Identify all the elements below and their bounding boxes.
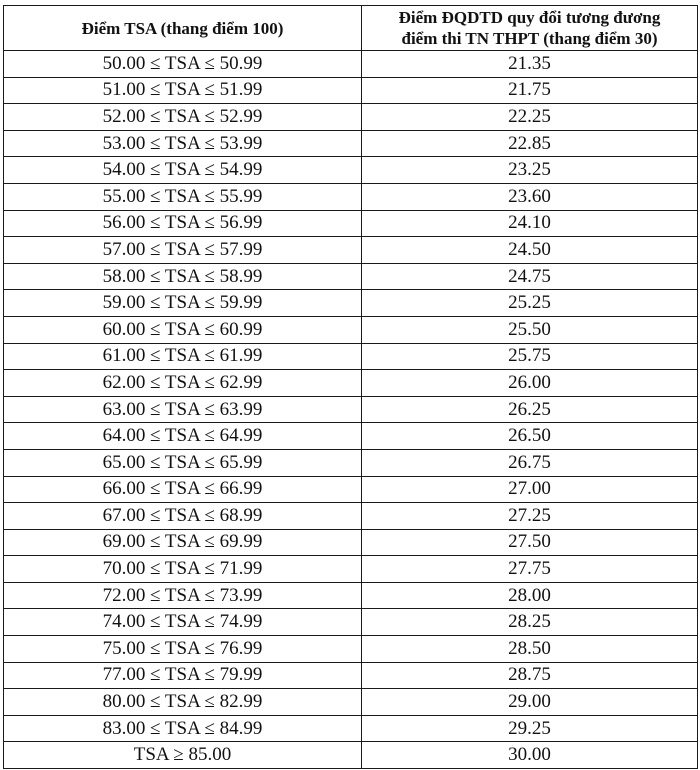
tsa-range-cell: 58.00 ≤ TSA ≤ 58.99 [4,263,362,290]
tsa-range-cell: 61.00 ≤ TSA ≤ 61.99 [4,343,362,370]
table-row [4,582,698,609]
tsa-range-cell: 54.00 ≤ TSA ≤ 54.99 [4,157,362,184]
tsa-range-cell: 80.00 ≤ TSA ≤ 82.99 [4,689,362,716]
tsa-range-cell: 72.00 ≤ TSA ≤ 73.99 [4,582,362,609]
table-row [4,742,698,769]
tsa-range-cell: 83.00 ≤ TSA ≤ 84.99 [4,715,362,742]
tsa-range-cell: TSA ≥ 85.00 [4,742,362,769]
table-row [4,636,698,663]
header-tsa-score [4,6,362,51]
converted-score-cell: 27.50 [362,529,698,556]
converted-score-cell: 28.50 [362,636,698,663]
tsa-range-cell: 57.00 ≤ TSA ≤ 57.99 [4,237,362,264]
table-row [4,210,698,237]
table-row [4,503,698,530]
tsa-range-cell: 52.00 ≤ TSA ≤ 52.99 [4,104,362,131]
tsa-range-cell: 66.00 ≤ TSA ≤ 66.99 [4,476,362,503]
converted-score-cell: 21.35 [362,51,698,78]
converted-score-cell: 24.50 [362,237,698,264]
table-row [4,343,698,370]
converted-score-cell: 22.25 [362,104,698,131]
tsa-range-cell: 60.00 ≤ TSA ≤ 60.99 [4,316,362,343]
table-body [4,51,698,769]
tsa-range-cell: 62.00 ≤ TSA ≤ 62.99 [4,370,362,397]
converted-score-cell: 26.50 [362,423,698,450]
converted-score-cell: 26.00 [362,370,698,397]
table-row [4,370,698,397]
tsa-range-cell: 70.00 ≤ TSA ≤ 71.99 [4,556,362,583]
table-row [4,529,698,556]
table-row [4,290,698,317]
header-converted-score-line1: Điểm ĐQDTD quy đổi tương đương [398,8,661,27]
table-row [4,423,698,450]
score-conversion-table [3,5,698,769]
conversion-table-container [3,5,697,769]
header-converted-score-line2: điểm thi TN THPT (thang điểm 30) [401,29,658,48]
table-row [4,104,698,131]
converted-score-cell: 28.75 [362,662,698,689]
table-row [4,449,698,476]
converted-score-cell: 23.25 [362,157,698,184]
tsa-range-cell: 51.00 ≤ TSA ≤ 51.99 [4,77,362,104]
table-row [4,51,698,78]
table-row [4,396,698,423]
converted-score-cell: 21.75 [362,77,698,104]
table-row [4,689,698,716]
converted-score-cell: 24.75 [362,263,698,290]
tsa-range-cell: 53.00 ≤ TSA ≤ 53.99 [4,130,362,157]
table-row [4,157,698,184]
converted-score-cell: 28.00 [362,582,698,609]
header-tsa-score-label: Điểm TSA (thang điểm 100) [81,18,284,38]
converted-score-cell: 27.25 [362,503,698,530]
tsa-range-cell: 55.00 ≤ TSA ≤ 55.99 [4,183,362,210]
table-row [4,130,698,157]
tsa-range-cell: 59.00 ≤ TSA ≤ 59.99 [4,290,362,317]
converted-score-cell: 29.25 [362,715,698,742]
converted-score-cell: 25.50 [362,316,698,343]
tsa-range-cell: 75.00 ≤ TSA ≤ 76.99 [4,636,362,663]
converted-score-cell: 27.00 [362,476,698,503]
converted-score-cell: 25.75 [362,343,698,370]
table-row [4,263,698,290]
tsa-range-cell: 77.00 ≤ TSA ≤ 79.99 [4,662,362,689]
tsa-range-cell: 65.00 ≤ TSA ≤ 65.99 [4,449,362,476]
converted-score-cell: 26.25 [362,396,698,423]
tsa-range-cell: 69.00 ≤ TSA ≤ 69.99 [4,529,362,556]
table-row [4,237,698,264]
table-row [4,715,698,742]
converted-score-cell: 24.10 [362,210,698,237]
converted-score-cell: 26.75 [362,449,698,476]
table-row [4,662,698,689]
table-row [4,316,698,343]
table-row [4,476,698,503]
tsa-range-cell: 63.00 ≤ TSA ≤ 63.99 [4,396,362,423]
converted-score-cell: 25.25 [362,290,698,317]
tsa-range-cell: 64.00 ≤ TSA ≤ 64.99 [4,423,362,450]
tsa-range-cell: 56.00 ≤ TSA ≤ 56.99 [4,210,362,237]
converted-score-cell: 30.00 [362,742,698,769]
converted-score-cell: 22.85 [362,130,698,157]
table-row [4,77,698,104]
table-row [4,556,698,583]
tsa-range-cell: 74.00 ≤ TSA ≤ 74.99 [4,609,362,636]
table-header [4,6,698,51]
converted-score-cell: 27.75 [362,556,698,583]
tsa-range-cell: 67.00 ≤ TSA ≤ 68.99 [4,503,362,530]
table-row [4,609,698,636]
table-row [4,183,698,210]
tsa-range-cell: 50.00 ≤ TSA ≤ 50.99 [4,51,362,78]
header-converted-score [362,6,698,51]
converted-score-cell: 29.00 [362,689,698,716]
header-row [4,6,698,51]
converted-score-cell: 23.60 [362,183,698,210]
converted-score-cell: 28.25 [362,609,698,636]
